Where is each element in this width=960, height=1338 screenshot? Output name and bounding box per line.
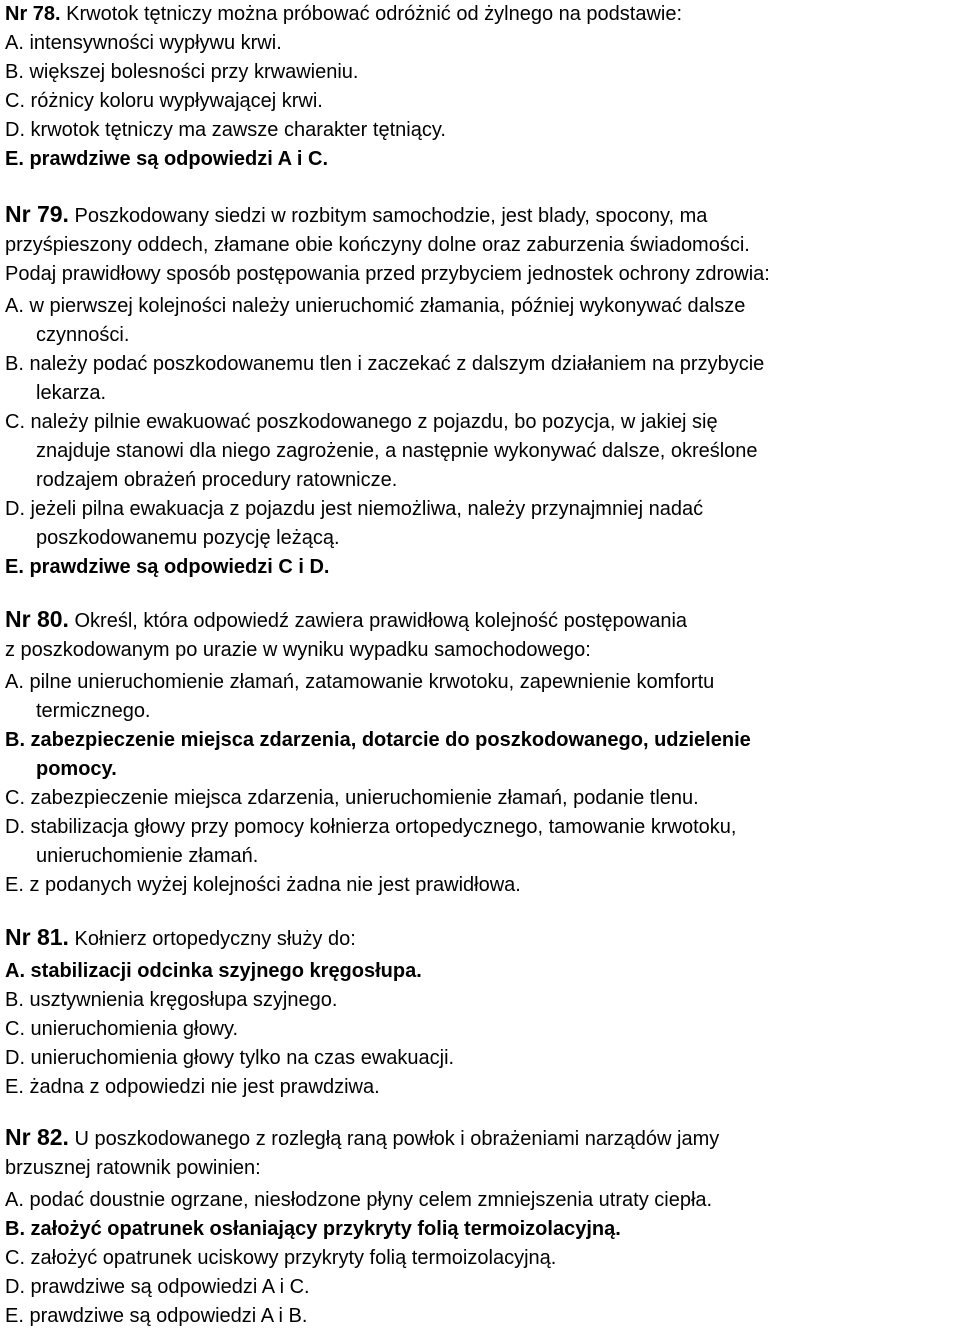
answer-option: B. należy podać poszkodowanemu tlen i zaczekać z dalszym działaniem na przybycie <box>5 353 765 375</box>
question-79 <box>5 200 770 582</box>
question-number: Nr 82. <box>5 1124 69 1150</box>
question-number: Nr 79. <box>5 201 69 227</box>
question-text: brzusznej ratownik powinien: <box>5 1157 261 1179</box>
question-78 <box>5 0 682 174</box>
answer-option-continuation: termicznego. <box>36 700 151 722</box>
question-text: Określ, która odpowiedź zawiera prawidłową kolejność postępowania <box>68 610 688 632</box>
question-text: przyśpieszony oddech, złamane obie kończyny dolne oraz zaburzenia świadomości. <box>5 234 750 256</box>
question-82 <box>5 1123 719 1331</box>
answer-option-correct: E. prawdziwe są odpowiedzi C i D. <box>5 556 330 578</box>
question-text: Kołnierz ortopedyczny służy do: <box>68 928 356 950</box>
question-number: Nr 81. <box>5 924 69 950</box>
answer-option-continuation: rodzajem obrażeń procedury ratownicze. <box>36 469 398 491</box>
answer-option-correct: B. zabezpieczenie miejsca zdarzenia, dotarcie do poszkodowanego, udzielenie <box>5 729 751 751</box>
answer-option: D. krwotok tętniczy ma zawsze charakter tętniący. <box>5 119 446 141</box>
answer-option: D. unieruchomienia głowy tylko na czas ewakuacji. <box>5 1047 455 1069</box>
answer-option: D. jeżeli pilna ewakuacja z pojazdu jest niemożliwa, należy przynajmniej nadać <box>5 498 704 520</box>
answer-option: A. podać doustnie ogrzane, niesłodzone płyny celem zmniejszenia utraty ciepła. <box>5 1189 713 1211</box>
answer-option: C. zabezpieczenie miejsca zdarzenia, unieruchomienie złamań, podanie tlenu. <box>5 787 699 809</box>
answer-option: E. żadna z odpowiedzi nie jest prawdziwa. <box>5 1076 380 1098</box>
answer-option: D. prawdziwe są odpowiedzi A i C. <box>5 1276 310 1298</box>
answer-option-continuation: czynności. <box>36 324 130 346</box>
question-number: Nr 80. <box>5 606 69 632</box>
answer-option: A. w pierwszej kolejności należy unieruchomić złamania, później wykonywać dalsze <box>5 295 746 317</box>
answer-option-continuation: unieruchomienie złamań. <box>36 845 259 867</box>
answer-option-correct: A. stabilizacji odcinka szyjnego kręgosłupa. <box>5 960 422 982</box>
answer-option: E. prawdziwe są odpowiedzi A i B. <box>5 1305 308 1327</box>
answer-option: C. różnicy koloru wypływającej krwi. <box>5 90 323 112</box>
answer-option-continuation: pomocy. <box>36 758 117 780</box>
question-text: U poszkodowanego z rozległą raną powłok i obrażeniami narządów jamy <box>68 1128 720 1150</box>
answer-option: E. z podanych wyżej kolejności żadna nie jest prawidłowa. <box>5 874 521 896</box>
question-81 <box>5 923 454 1102</box>
answer-option: B. większej bolesności przy krwawieniu. <box>5 61 359 83</box>
answer-option: C. założyć opatrunek uciskowy przykryty folią termoizolacyjną. <box>5 1247 557 1269</box>
question-text: Krwotok tętniczy można próbować odróżnić od żylnego na podstawie: <box>60 3 683 25</box>
answer-option: C. należy pilnie ewakuować poszkodowanego z pojazdu, bo pozycja, w jakiej się <box>5 411 718 433</box>
answer-option: C. unieruchomienia głowy. <box>5 1018 239 1040</box>
answer-option: A. intensywności wypływu krwi. <box>5 32 282 54</box>
answer-option-continuation: znajduje stanowi dla niego zagrożenie, a następnie wykonywać dalsze, określone <box>36 440 758 462</box>
question-text: Poszkodowany siedzi w rozbitym samochodzie, jest blady, spocony, ma <box>68 205 708 227</box>
answer-option: B. usztywnienia kręgosłupa szyjnego. <box>5 989 338 1011</box>
question-number: Nr 78. <box>5 3 61 25</box>
answer-option-continuation: poszkodowanemu pozycję leżącą. <box>36 527 340 549</box>
answer-option: D. stabilizacja głowy przy pomocy kołnierza ortopedycznego, tamowanie krwotoku, <box>5 816 737 838</box>
answer-option: A. pilne unieruchomienie złamań, zatamowanie krwotoku, zapewnienie komfortu <box>5 671 715 693</box>
question-text: z poszkodowanym po urazie w wyniku wypadku samochodowego: <box>5 639 591 661</box>
answer-option-correct: E. prawdziwe są odpowiedzi A i C. <box>5 148 329 170</box>
question-text: Podaj prawidłowy sposób postępowania przed przybyciem jednostek ochrony zdrowia: <box>5 263 770 285</box>
question-80 <box>5 605 751 900</box>
answer-option-continuation: lekarza. <box>36 382 107 404</box>
answer-option-correct: B. założyć opatrunek osłaniający przykryty folią termoizolacyjną. <box>5 1218 621 1240</box>
